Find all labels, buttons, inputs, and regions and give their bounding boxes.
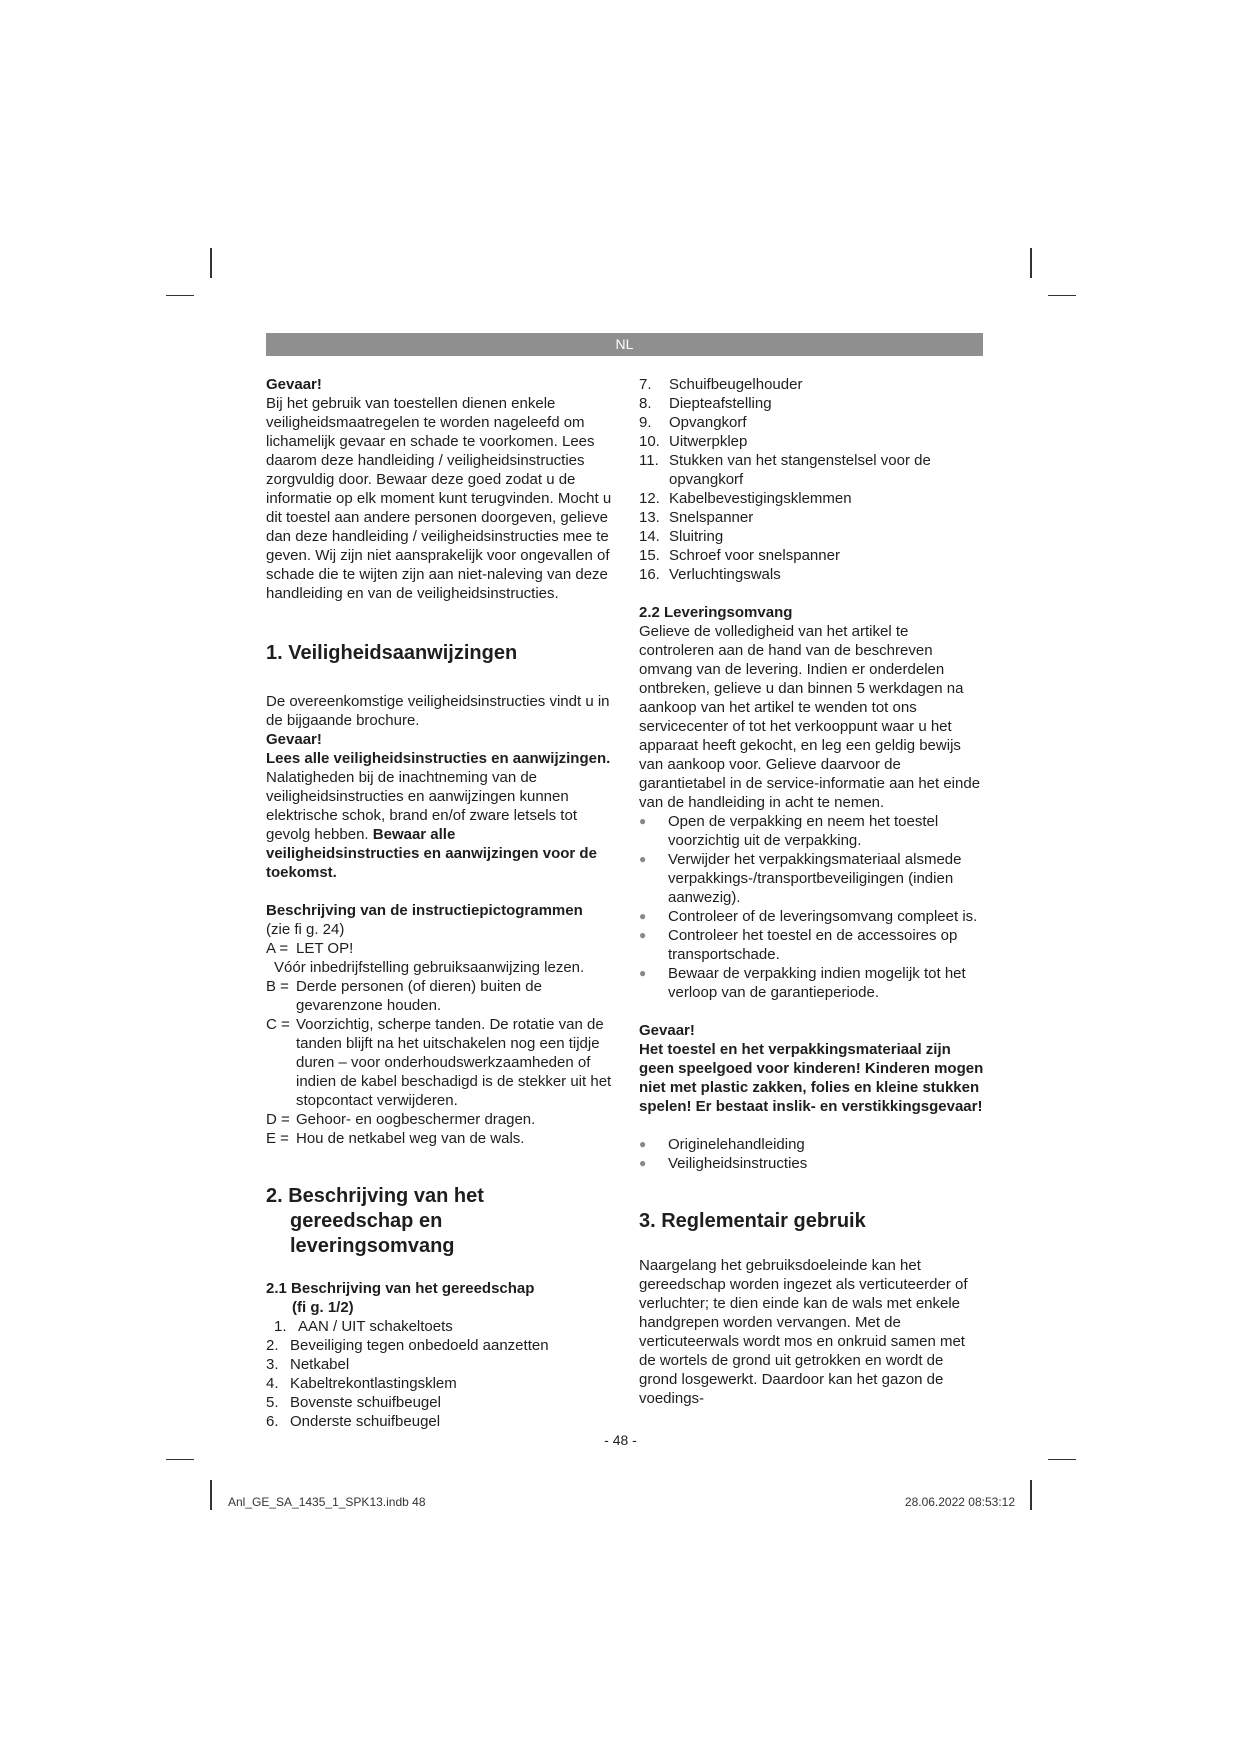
section-3-title: 3. Reglementair gebruik: [639, 1210, 866, 1232]
list-item: ● Controleer het toestel en de accessoires op transportschade.: [639, 927, 958, 963]
list-item: 6. Onderste schuifbeugel: [266, 1413, 441, 1430]
bullet-icon: ●: [639, 1137, 647, 1151]
parts-list-b: [639, 375, 985, 584]
list-item: 15. Schroef voor snelspanner: [639, 547, 840, 564]
crop-mark: [210, 248, 212, 278]
crop-mark: [1048, 1459, 1076, 1460]
crop-mark: [210, 1480, 212, 1510]
section-2-1-ref: (fi g. 1/2): [292, 1299, 354, 1316]
list-item: 5. Bovenste schuifbeugel: [266, 1394, 441, 1411]
list-item: 9. Opvangkorf: [639, 414, 747, 431]
footer-filename: Anl_GE_SA_1435_1_SPK13.indb 48: [228, 1495, 426, 1509]
crop-mark: [1048, 295, 1076, 296]
page-number: - 48 -: [604, 1432, 637, 1448]
pictogram-item: B = Derde personen (of dieren) buiten de gevarenzone houden.: [266, 978, 542, 1014]
list-item: 4. Kabeltrekontlastingsklem: [266, 1375, 457, 1392]
bullet-icon: ●: [639, 852, 647, 866]
pictogram-item: E = Hou de netkabel weg van de wals.: [266, 1130, 525, 1147]
pictogram-item: C = Voorzichtig, scherpe tanden. De rotatie van de tanden blijft na het uitschakelen nog een tijdje duren – voor onderhoudswerkzaamheden of indien de kabel beschadigd is de stekker uit het stopcontact verwijderen.: [266, 1016, 612, 1109]
instruction-text: Nalatigheden bij de inachtneming van de veiligheidsinstructies en aanwijzingen kunnen elektrische schok, brand en/of zware letsels tot gevolg hebben.: [266, 769, 577, 843]
left-column: [266, 375, 612, 1431]
list-item: 13. Snelspanner: [639, 509, 754, 526]
list-item: ● Open de verpakking en neem het toestel voorzichtig uit de verpakking.: [639, 813, 939, 849]
bullet-icon: ●: [639, 966, 647, 980]
bold-keep-instructions: Bewaar alle veiligheidsinstructies en aanwijzingen voor de toekomst.: [266, 826, 597, 881]
list-item: ● Veiligheidsinstructies: [639, 1155, 808, 1172]
list-item: 12. Kabelbevestigingsklemmen: [639, 490, 852, 507]
list-item: 2. Beveiliging tegen onbedoeld aanzetten: [266, 1337, 549, 1354]
section-2-1-title: 2.1 Beschrijving van het gereedschap: [266, 1280, 535, 1297]
bullet-icon: ●: [639, 1156, 647, 1170]
list-item: ● Originelehandleiding: [639, 1136, 805, 1153]
included-docs-list: [639, 1135, 985, 1173]
right-column: [639, 375, 985, 1408]
list-item: ● Controleer of de leveringsomvang compleet is.: [639, 908, 978, 925]
section-1-paragraph: [266, 749, 612, 882]
pictogram-item: A = LET OP!: [266, 940, 354, 957]
list-item: 7. Schuifbeugelhouder: [639, 376, 803, 393]
list-item: 8. Diepteafstelling: [639, 395, 772, 412]
pictogram-list: [266, 939, 612, 1148]
bullet-icon: ●: [639, 814, 647, 828]
list-item: 14. Sluitring: [639, 528, 724, 545]
list-item: 10. Uitwerpklep: [639, 433, 748, 450]
warning-title: Gevaar!: [639, 1022, 695, 1039]
list-item: 3. Netkabel: [266, 1356, 350, 1373]
parts-list-a: [266, 1317, 612, 1431]
footer-timestamp: 28.06.2022 08:53:12: [904, 1495, 1015, 1509]
crop-mark: [166, 1459, 194, 1460]
pictograms-ref: (zie fi g. 24): [266, 921, 345, 938]
pictogram-item: D = Gehoor- en oogbeschermer dragen.: [266, 1111, 536, 1128]
warning-text: Bij het gebruik van toestellen dienen enkele veiligheidsmaatregelen te worden nageleefd om lichamelijk gevaar en schade te voorkomen. Lees daarom deze handleiding / veiligheidsinstructies zorgvuldig door. Bewaar deze goed zodat u de informatie op elk moment kunt terugvinden. Mocht u dit toestel aan andere personen doorgeven, gelieve dan deze handleiding / veiligheidsinstructies mee te geven. Wij zijn niet aansprakelijk voor ongevallen of schade die te wijten zijn aan niet-naleving van deze handleiding en van de veiligheidsinstructies.: [266, 395, 612, 602]
crop-mark: [1030, 1480, 1032, 1510]
language-header-bar: NL: [266, 333, 983, 356]
section-3-text: Naargelang het gebruiksdoeleinde kan het gereedschap worden ingezet als verticuteerder of verluchter; te dien einde kan de wals met enkele handgrepen worden vervangen. Met de verticuteerwals wordt mos en onkruid samen met de wortels de grond uit getrokken en wordt de grond losgewerkt. Daardoor kan het gazon de voedings-: [639, 1257, 968, 1407]
section-2-1-heading: [266, 1279, 612, 1317]
section-1-title: 1. Veiligheidsaanwijzingen: [266, 642, 518, 664]
bold-instruction: Lees alle veiligheidsinstructies en aanwijzingen.: [266, 750, 611, 767]
unpack-steps-list: [639, 812, 985, 1002]
warning-title: Gevaar!: [266, 376, 322, 393]
bullet-icon: ●: [639, 928, 647, 942]
section-1-intro: De overeenkomstige veiligheidsinstructies vindt u in de bijgaande brochure.: [266, 693, 610, 729]
crop-mark: [166, 295, 194, 296]
section-2-2-text: Gelieve de volledigheid van het artikel te controleren aan de hand van de beschreven omvang van de levering. Indien er onderdelen ontbreken, gelieve u dan binnen 5 werkdagen na aankoop van het artikel te wenden tot ons servicecenter of tot het verkooppunt waar u het apparaat heeft gekocht, en leg een geldig bewijs van aankoop voor. Gelieve daarvoor de garantietabel in de service-informatie aan het einde van de handleiding in acht te nemen.: [639, 623, 981, 811]
pictogram-item: Vóór inbedrijfstelling gebruiksaanwijzing lezen.: [274, 959, 585, 976]
crop-mark: [1030, 248, 1032, 278]
section-1-warning-title: Gevaar!: [266, 731, 322, 748]
list-item: ● Bewaar de verpakking indien mogelijk tot het verloop van de garantieperiode.: [639, 965, 966, 1001]
warning-text: Het toestel en het verpakkingsmateriaal zijn geen speelgoed voor kinderen! Kinderen mogen niet met plastic zakken, folies en kleine stukken spelen! Er bestaat inslik- en verstikkingsgevaar!: [639, 1041, 984, 1115]
list-item: ● Verwijder het verpakkingsmateriaal alsmede verpakkings-/transportbeveiligingen (indien aanwezig).: [639, 851, 962, 906]
section-2-title: 2. Beschrijving van het gereedschap en leveringsomvang: [266, 1185, 484, 1257]
section-2-2-title: 2.2 Leveringsomvang: [639, 604, 793, 621]
pictograms-title: Beschrijving van de instructiepictogrammen: [266, 902, 583, 919]
list-item: 1. AAN / UIT schakeltoets: [274, 1318, 453, 1335]
list-item: 11. Stukken van het stangenstelsel voor de opvangkorf: [639, 452, 931, 488]
bullet-icon: ●: [639, 909, 647, 923]
list-item: 16. Verluchtingswals: [639, 566, 781, 583]
